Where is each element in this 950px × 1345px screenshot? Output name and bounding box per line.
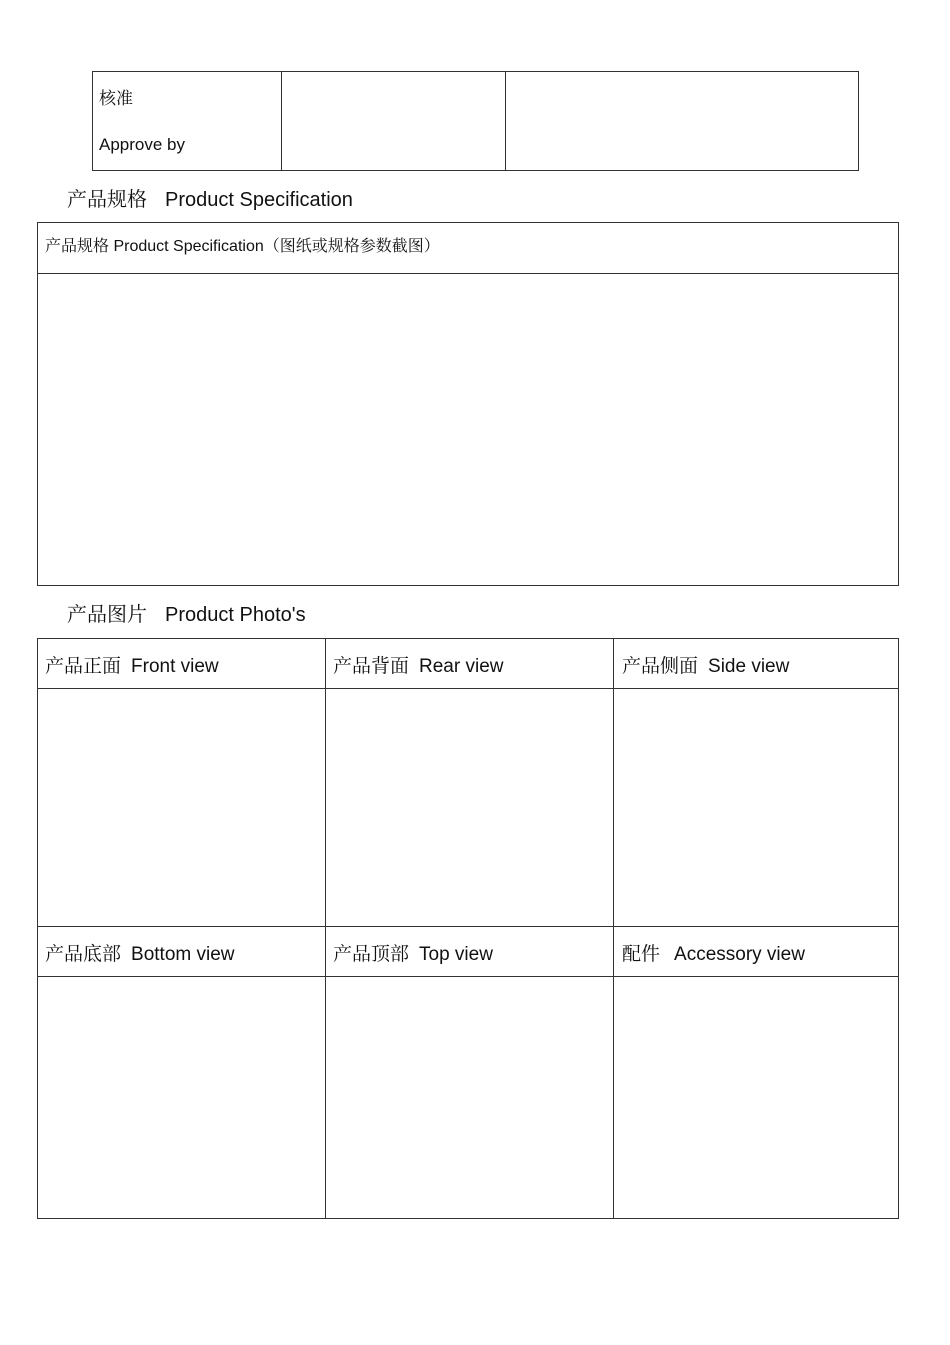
- top-view-photo-area[interactable]: [326, 977, 613, 1218]
- grid-divider: [38, 926, 898, 927]
- product-spec-section-title: [67, 183, 353, 212]
- rear-view-label-en: Rear view: [419, 656, 504, 677]
- side-view-label-en: Side view: [708, 656, 790, 677]
- top-view-label-en: Top view: [419, 944, 493, 965]
- product-photos-title-en: Product Photo's: [165, 604, 306, 626]
- approval-label-cell: [93, 72, 282, 170]
- product-spec-title-cn: 产品规格: [67, 189, 147, 211]
- bottom-view-photo-area[interactable]: [38, 977, 325, 1218]
- product-photos-section-title: [67, 598, 306, 627]
- front-view-label: [45, 651, 219, 678]
- bottom-view-label-cn: 产品底部: [45, 944, 122, 965]
- product-spec-title-en: Product Specification: [165, 189, 353, 211]
- spec-box-header: 产品规格 Product Specification（图纸或规格参数截图）: [38, 223, 898, 274]
- side-view-label: [622, 651, 789, 678]
- approval-signature-cell[interactable]: [282, 72, 506, 170]
- accessory-view-label: [622, 939, 805, 966]
- rear-view-label-cn: 产品背面: [333, 656, 410, 677]
- rear-view-photo-area[interactable]: [326, 689, 613, 926]
- top-view-label: [333, 939, 493, 966]
- product-photos-grid: [37, 638, 899, 1219]
- bottom-view-label: [45, 939, 235, 966]
- top-view-label-cn: 产品顶部: [333, 944, 410, 965]
- product-photos-title-cn: 产品图片: [67, 604, 147, 626]
- spec-image-area[interactable]: [38, 274, 898, 585]
- side-view-label-cn: 产品侧面: [622, 656, 699, 677]
- product-spec-box: [37, 222, 899, 586]
- accessory-view-label-en: Accessory view: [674, 944, 805, 965]
- front-view-photo-area[interactable]: [38, 689, 325, 926]
- approval-label-en: Approve by: [99, 135, 185, 154]
- front-view-label-en: Front view: [131, 656, 219, 677]
- accessory-view-photo-area[interactable]: [614, 977, 898, 1218]
- accessory-view-label-cn: 配件: [622, 944, 661, 965]
- rear-view-label: [333, 651, 504, 678]
- side-view-photo-area[interactable]: [614, 689, 898, 926]
- approval-label-cn: 核准: [99, 89, 133, 109]
- bottom-view-label-en: Bottom view: [131, 944, 235, 965]
- front-view-label-cn: 产品正面: [45, 656, 122, 677]
- approval-table: [92, 71, 859, 171]
- approval-date-cell[interactable]: [506, 72, 858, 170]
